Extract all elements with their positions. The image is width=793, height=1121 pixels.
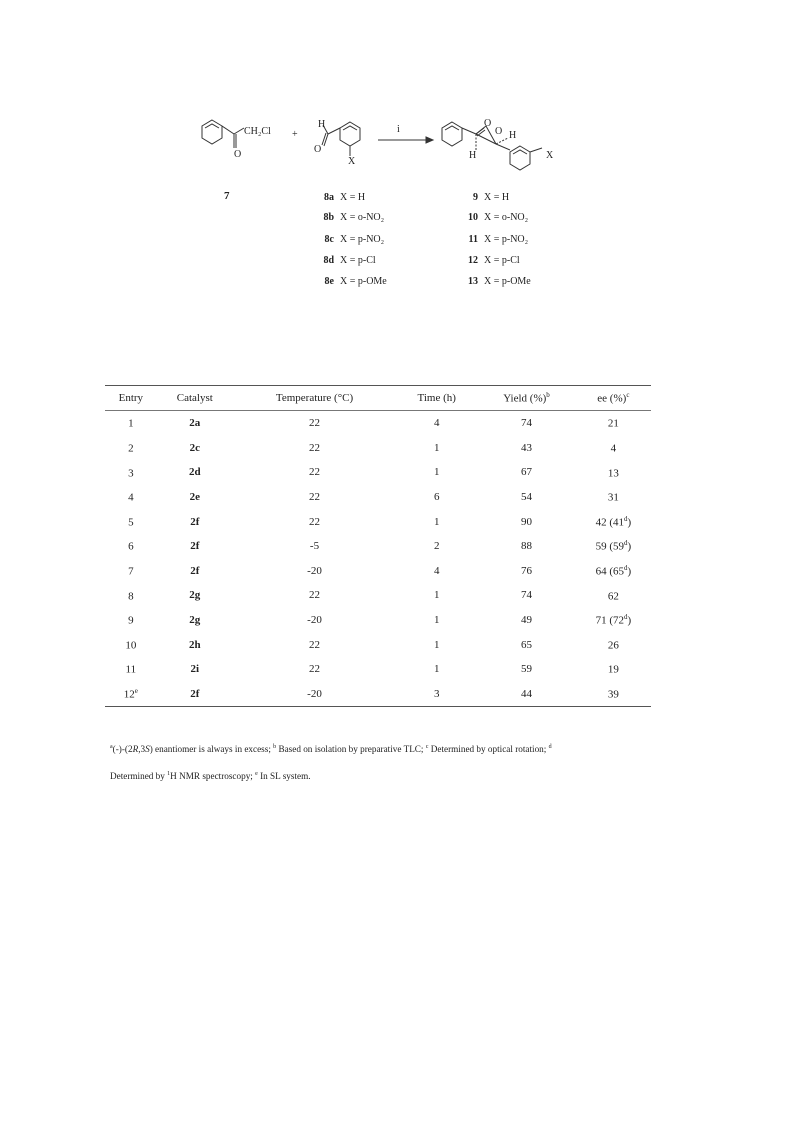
- cell-catalyst: 2f: [190, 515, 200, 528]
- cell-time: 6: [433, 491, 440, 504]
- header-entry: Entry: [105, 386, 157, 411]
- table-row: [105, 436, 651, 461]
- cell-time: 1: [433, 441, 440, 454]
- cell-entry: 7: [128, 565, 134, 578]
- cell-time: 1: [433, 663, 440, 676]
- cell-temperature: 22: [309, 441, 320, 454]
- table-footnotes: $^a$(-)-(2R,3S) enantiomer is always in excess; $^b$ Based on isolation by preparative TLC; $^c$ Determined by optical rotation; $^d$ Determined by $^1$H NMR spectroscopy; $^e$ In SL system.: [110, 744, 552, 782]
- cell-time: 1: [433, 466, 440, 479]
- cell-yield: 74: [521, 589, 533, 602]
- ketone-o-7: O: [234, 149, 242, 160]
- substituent-x: X: [348, 156, 356, 167]
- table-header-row: [105, 386, 651, 411]
- cell-time: 3: [396, 682, 477, 707]
- cell-entry: 11: [125, 664, 137, 677]
- table-row: [105, 657, 651, 682]
- cell-yield: 54: [521, 491, 533, 504]
- aldehyde-row: 8d X = p-Cl: [323, 255, 376, 266]
- cell-time: 4: [433, 417, 440, 430]
- aldehyde-row: 8e X = p-OMe: [324, 276, 387, 287]
- cell-ee: 13: [607, 467, 619, 480]
- cell-catalyst: 2e: [189, 491, 200, 504]
- cell-ee: 19: [607, 664, 619, 677]
- cell-ee: 64 (65$^d$): [595, 564, 632, 578]
- reaction-scheme: [190, 108, 590, 298]
- cell-ee: 59 (59$^d$): [595, 539, 632, 554]
- aldehyde-o: O: [314, 144, 322, 155]
- cell-ee: 39: [576, 682, 651, 707]
- cell-catalyst: 2f: [190, 564, 200, 577]
- cell-time: 1: [433, 638, 440, 651]
- header-temperature: Temperature (°C): [233, 386, 396, 411]
- cell-yield: 67: [521, 466, 533, 479]
- cell-temperature: 22: [309, 663, 320, 676]
- product-row: 12 X = p-Cl: [468, 255, 520, 266]
- header-catalyst: Catalyst: [157, 386, 233, 411]
- cell-ee: 26: [607, 639, 619, 652]
- cell-catalyst: 2f: [190, 540, 200, 553]
- cell-temperature: -20: [233, 682, 396, 707]
- cell-temperature: 22: [309, 491, 320, 504]
- cell-catalyst: 2f: [157, 682, 233, 707]
- header-time: Time (h): [396, 386, 477, 411]
- cell-temperature: -20: [307, 614, 322, 627]
- cell-catalyst: 2i: [190, 663, 200, 676]
- table-row: [105, 534, 651, 559]
- cell-yield: 74: [521, 417, 533, 430]
- compound-7-label: 7: [224, 190, 230, 202]
- cell-temperature: 22: [309, 515, 320, 528]
- cell-yield: 88: [521, 540, 533, 553]
- product-row: 11 X = p-NO₂: [468, 234, 529, 245]
- cell-time: 1: [433, 515, 440, 528]
- cell-temperature: 22: [309, 589, 320, 602]
- table-row: [105, 559, 651, 584]
- aldehyde-h: H: [318, 119, 326, 130]
- cell-entry: 1: [128, 418, 134, 431]
- cell-entry: 12e: [105, 682, 157, 707]
- cell-time: 2: [433, 540, 440, 553]
- cell-entry: 2: [128, 442, 134, 455]
- product-h2: H: [469, 150, 477, 161]
- table-row: [105, 682, 651, 707]
- product-row: 9 X = H: [473, 192, 510, 203]
- cell-temperature: 22: [309, 417, 320, 430]
- cell-entry: 9: [128, 614, 134, 627]
- epoxide-o: O: [495, 126, 503, 137]
- cell-time: 1: [433, 589, 440, 602]
- cell-entry: 3: [128, 467, 134, 480]
- cell-yield: 49: [521, 614, 533, 627]
- cell-yield: 65: [521, 638, 533, 651]
- reagent-label: i: [397, 124, 400, 135]
- plus-sign: +: [292, 129, 298, 140]
- cell-yield: 59: [521, 663, 533, 676]
- cell-temperature: -5: [309, 540, 320, 553]
- cell-catalyst: 2g: [189, 589, 201, 602]
- cell-yield: 76: [521, 564, 533, 577]
- cell-catalyst: 2h: [188, 638, 201, 651]
- cell-ee: 62: [607, 590, 619, 603]
- table-row: [105, 608, 651, 633]
- cell-ee: 42 (41$^d$): [595, 514, 632, 529]
- cell-entry: 4: [128, 491, 134, 504]
- aldehyde-row: 8b X = o-NO₂: [323, 212, 385, 223]
- table-row: [105, 411, 651, 436]
- product-row: 13 X = p-OMe: [468, 276, 531, 287]
- header-ee: ee (%)$^c$: [576, 386, 651, 411]
- cell-entry: 6: [128, 541, 134, 554]
- group-ch2cl: CH₂Cl: [244, 126, 271, 137]
- cell-ee: 4: [610, 442, 617, 455]
- cell-entry: 8: [128, 590, 134, 603]
- cell-time: 1: [433, 614, 440, 627]
- product-row: 10 X = o-NO₂: [468, 212, 529, 223]
- table-row: [105, 583, 651, 608]
- aldehyde-row: 8a X = H: [324, 192, 366, 203]
- cell-yield: 43: [521, 441, 533, 454]
- cell-entry: 10: [125, 639, 137, 652]
- aldehyde-row: 8c X = p-NO₂: [324, 234, 385, 245]
- table-row: [105, 632, 651, 657]
- cell-temperature: -20: [307, 564, 322, 577]
- reaction-structures: [190, 108, 590, 178]
- cell-ee: 71 (72$^d$): [595, 613, 632, 627]
- cell-temperature: 22: [309, 466, 320, 479]
- cell-time: 4: [433, 564, 440, 577]
- cell-yield: 44: [477, 682, 575, 707]
- product-h1: H: [509, 130, 517, 141]
- cell-entry: 5: [128, 516, 134, 529]
- results-table: [105, 385, 651, 707]
- cell-catalyst: 2d: [188, 466, 201, 479]
- cell-yield: 90: [521, 515, 533, 528]
- table-row: [105, 460, 651, 485]
- ketone-o-product: O: [484, 118, 492, 129]
- cell-ee: 21: [607, 418, 619, 431]
- table-row: [105, 485, 651, 510]
- table-row: [105, 509, 651, 534]
- cell-ee: 31: [607, 491, 619, 504]
- cell-catalyst: 2c: [189, 441, 200, 454]
- header-yield: Yield (%)$^b$: [477, 386, 575, 411]
- cell-catalyst: 2a: [189, 417, 201, 430]
- cell-catalyst: 2g: [189, 614, 201, 627]
- product-x: X: [546, 150, 554, 161]
- cell-temperature: 22: [309, 638, 320, 651]
